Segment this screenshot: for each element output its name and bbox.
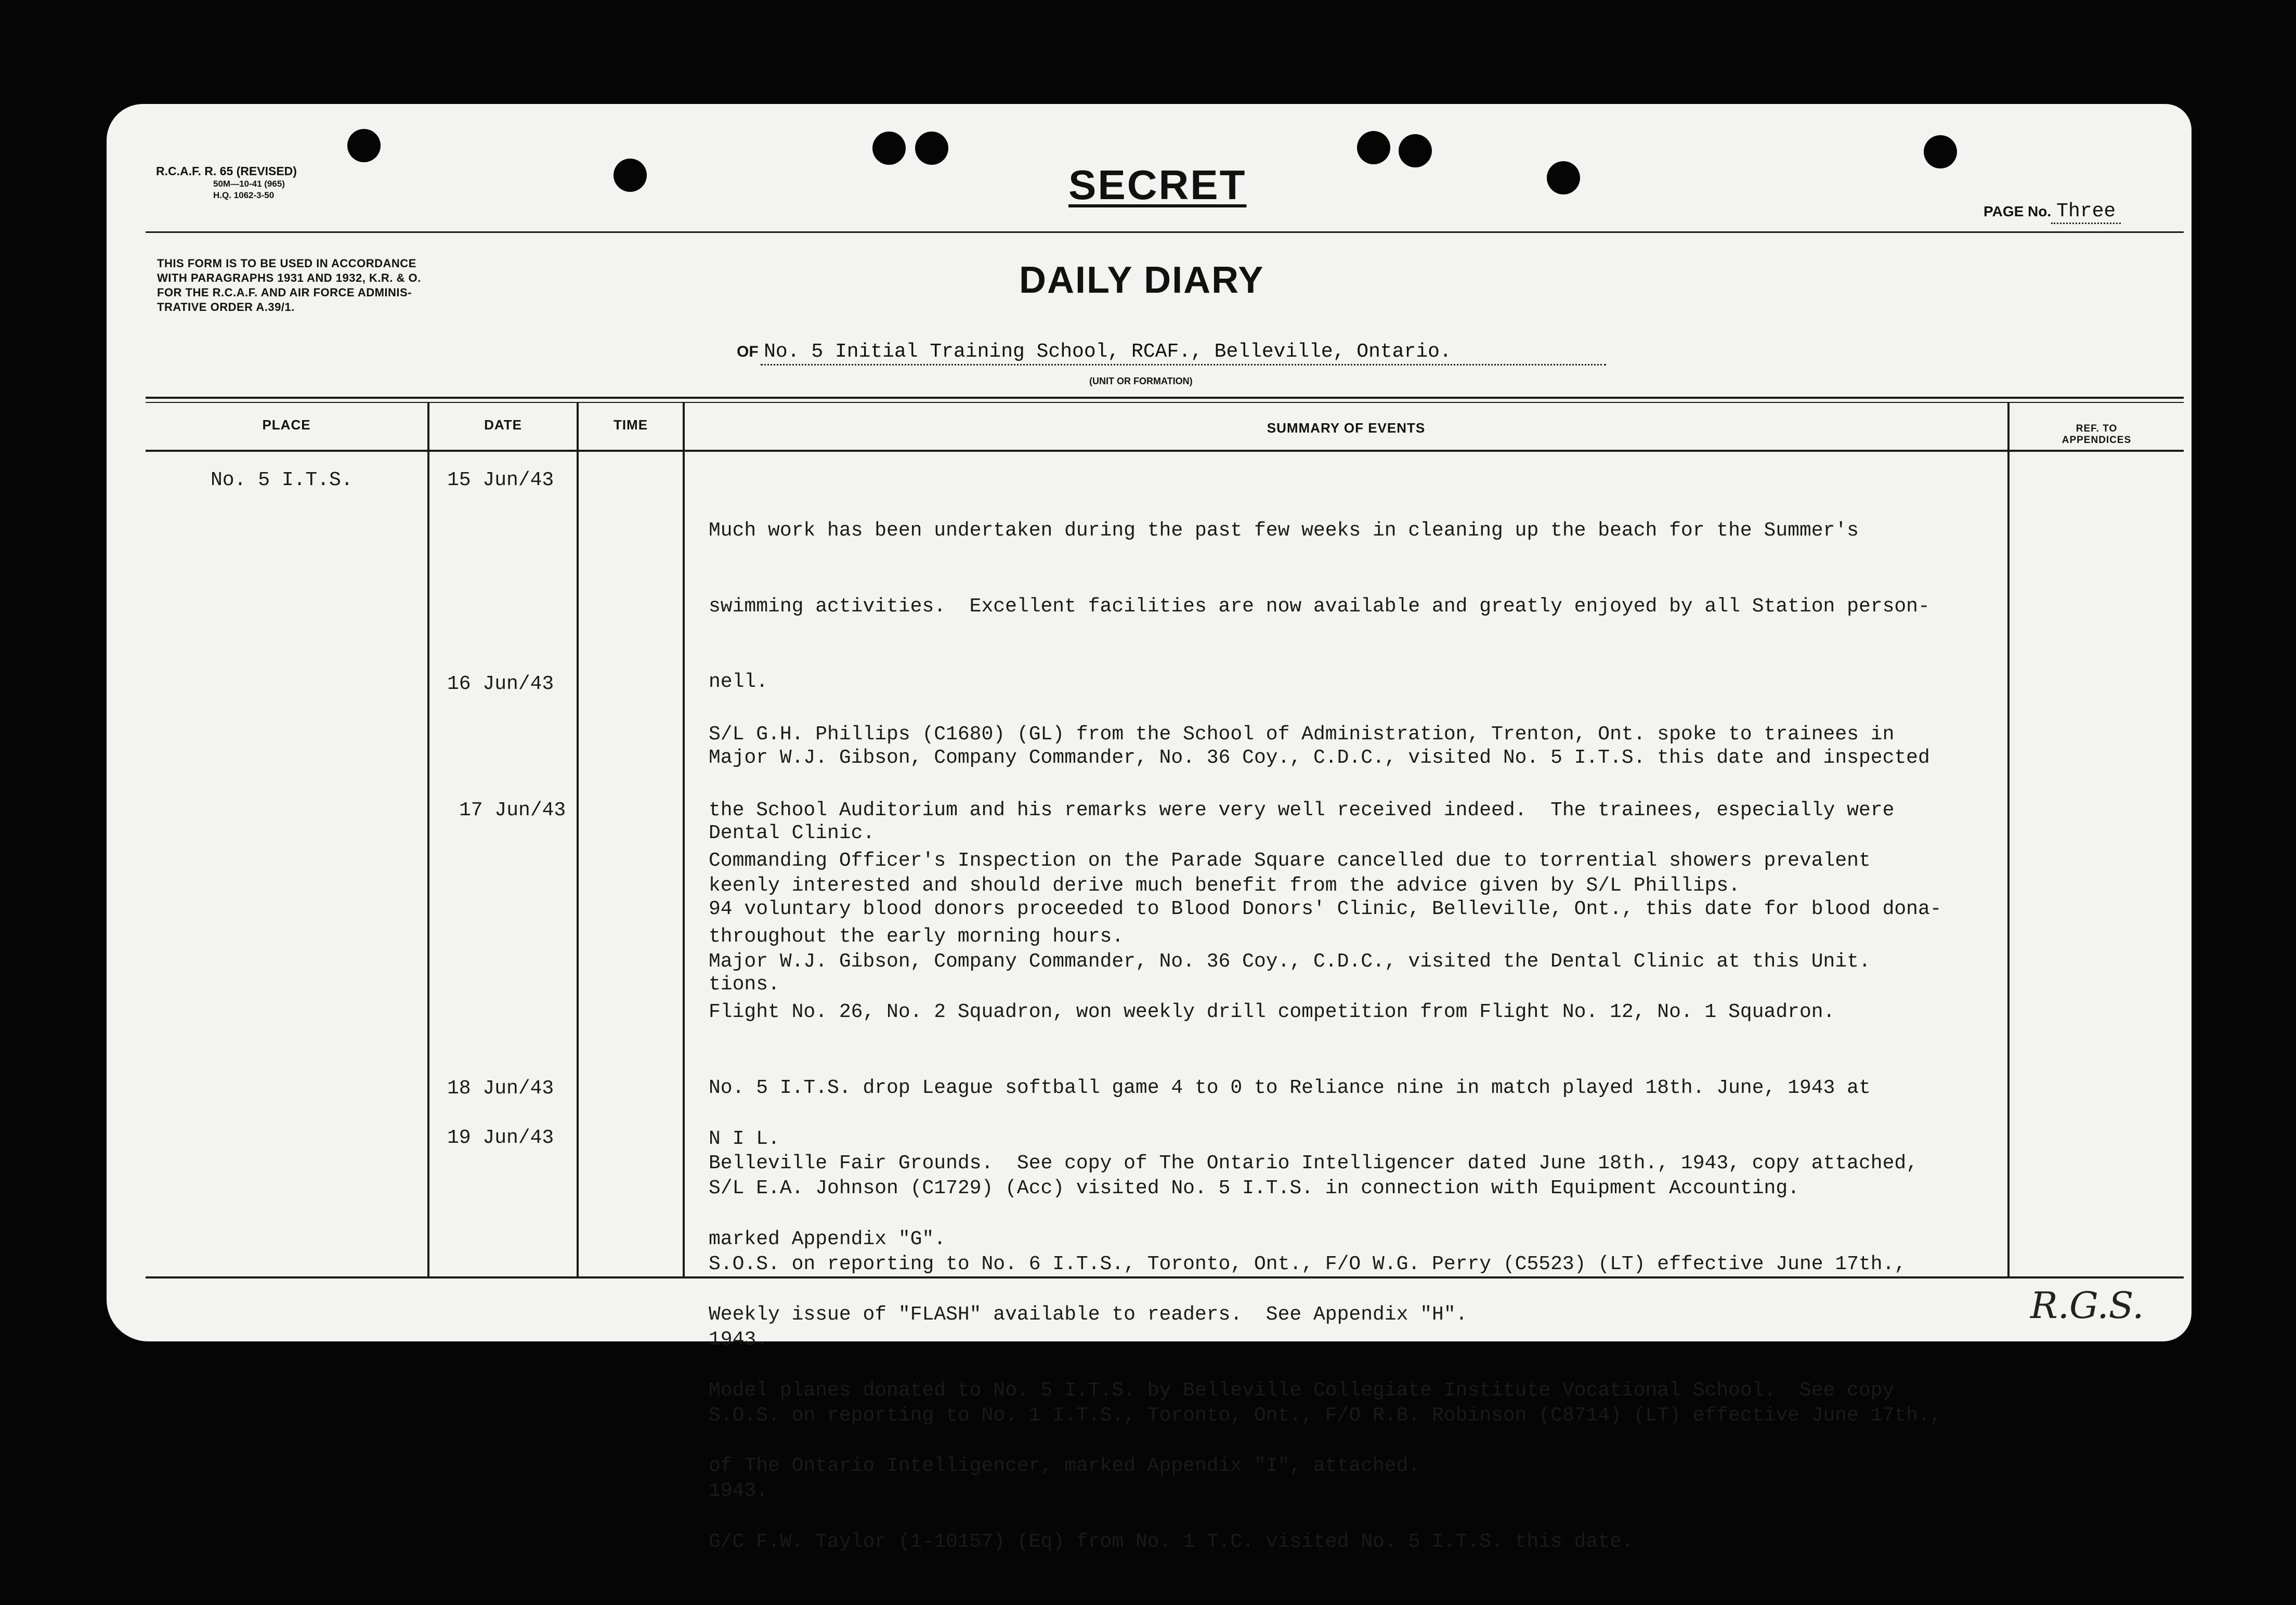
punch-hole — [614, 159, 647, 192]
punch-hole — [872, 132, 906, 165]
column-header-summary: SUMMARY OF EVENTS — [1267, 420, 1426, 436]
notice-line: WITH PARAGRAPHS 1931 AND 1932, K.R. & O. — [157, 271, 421, 284]
summary-line: Much work has been undertaken during the past few weeks in cleaning up the beach for the Summer's — [709, 519, 1859, 542]
page-number-label: PAGE No. — [1984, 203, 2052, 219]
summary-line: nell. — [709, 671, 768, 693]
summary-line: 1943. — [709, 1328, 768, 1351]
summary-line: Major W.J. Gibson, Company Commander, No. 36 Coy., C.D.C., visited No. 5 I.T.S. this date and inspected — [709, 746, 1930, 769]
page-number — [1984, 200, 2121, 223]
entry-date: 15 Jun/43 — [447, 469, 554, 491]
notice-line: FOR THE R.C.A.F. AND AIR FORCE ADMINIS- — [157, 286, 412, 299]
entry-date: 19 Jun/43 — [447, 1127, 554, 1149]
form-id-line1: R.C.A.F. R. 65 (REVISED) — [156, 164, 297, 178]
header-rule — [146, 231, 2184, 233]
summary-line: the School Auditorium and his remarks were very well received indeed. The trainees, especially were — [709, 799, 1895, 821]
entry-date: 17 Jun/43 — [459, 799, 566, 821]
column-divider — [577, 402, 579, 1276]
page-number-value: Three — [2051, 200, 2121, 224]
column-divider — [427, 402, 429, 1276]
summary-line: swimming activities. Excellent facilities are now available and greatly enjoyed by all Station person- — [709, 595, 1930, 618]
table-top-rule-thin — [146, 402, 2184, 403]
summary-line: of The Ontario Intelligencer, marked Appendix "I", attached. — [709, 1455, 1420, 1477]
summary-line: N I L. — [709, 1128, 780, 1150]
notice-line: TRATIVE ORDER A.39/1. — [157, 301, 295, 314]
summary-line: Flight No. 26, No. 2 Squadron, won weekly drill competition from Flight No. 12, No. 1 Squadron. — [709, 1001, 1835, 1023]
unit-of-label: OF — [737, 343, 759, 360]
summary-line: Dental Clinic. — [709, 822, 875, 844]
notice-line: THIS FORM IS TO BE USED IN ACCORDANCE — [157, 257, 416, 270]
punch-hole — [1357, 131, 1390, 164]
unit-caption: (UNIT OR FORMATION) — [1089, 376, 1193, 386]
summary-line: S/L E.A. Johnson (C1729) (Acc) visited No. 5 I.T.S. in connection with Equipment Accounting. — [709, 1177, 1799, 1199]
form-id-line3: H.Q. 1062-3-50 — [213, 190, 275, 200]
table-top-rule — [146, 397, 2184, 399]
unit-line — [737, 341, 1606, 366]
entry-summary — [709, 1126, 1942, 1555]
table-header-rule — [146, 450, 2184, 452]
form-id-line2: 50M—10-41 (965) — [213, 179, 285, 189]
column-header-date: DATE — [484, 417, 522, 433]
summary-line: tions. — [709, 973, 780, 996]
column-header-appendices — [2010, 423, 2184, 446]
summary-line: Major W.J. Gibson, Company Commander, No. 36 Coy., C.D.C., visited the Dental Clinic at this Unit. — [709, 950, 1871, 973]
summary-line: G/C F.W. Taylor (1-10157) (Eq) from No. 1 T.C. visited No. 5 I.T.S. this date. — [709, 1530, 1634, 1553]
usage-notice — [157, 256, 421, 315]
summary-line: S.O.S. on reporting to No. 1 I.T.S., Toronto, Ont., F/O R.B. Robinson (C8714) (LT) effective June 17th., — [709, 1404, 1942, 1427]
appendices-header-line2: APPENDICES — [2062, 435, 2132, 446]
summary-line: No. 5 I.T.S. drop League softball game 4 to 0 to Reliance nine in match played 18th. June, 1943 at — [709, 1076, 1871, 1099]
summary-line: 1943. — [709, 1480, 768, 1502]
punch-hole — [1547, 161, 1580, 194]
entry-date: 16 Jun/43 — [447, 673, 554, 695]
summary-line: S/L G.H. Phillips (C1680) (GL) from the School of Administration, Trenton, Ont. spoke to trainees in — [709, 723, 1895, 746]
unit-name: No. 5 Initial Training School, RCAF., Belleville, Ontario. — [761, 341, 1606, 366]
column-header-time: TIME — [613, 417, 648, 433]
classification-heading: SECRET — [1068, 162, 1247, 208]
summary-line: marked Appendix "G". — [709, 1228, 946, 1250]
summary-line: Model planes donated to No. 5 I.T.S. by Belleville Collegiate Institute Vocational School. See copy — [709, 1379, 1895, 1402]
summary-line: keenly interested and should derive much benefit from the advice given by S/L Phillips. — [709, 875, 1740, 897]
punch-hole — [347, 129, 381, 162]
column-header-place: PLACE — [262, 417, 311, 433]
entry-date: 18 Jun/43 — [447, 1077, 554, 1100]
handwritten-initials: R.G.S. — [2030, 1284, 2144, 1327]
form-identifier — [156, 164, 297, 201]
page-title: DAILY DIARY — [1019, 259, 1264, 301]
summary-line: S.O.S. on reporting to No. 6 I.T.S., Toronto, Ont., F/O W.G. Perry (C5523) (LT) effective June 17th., — [709, 1252, 1907, 1275]
place-cell: No. 5 I.T.S. — [211, 469, 353, 491]
column-divider — [683, 402, 685, 1276]
punch-hole — [1924, 135, 1957, 168]
punch-hole — [1399, 134, 1432, 167]
summary-line: Weekly issue of "FLASH" available to readers. See Appendix "H". — [709, 1303, 1468, 1326]
column-divider — [2007, 402, 2010, 1276]
summary-line: throughout the early morning hours. — [709, 925, 1124, 948]
summary-line: Belleville Fair Grounds. See copy of The Ontario Intelligencer dated June 18th., 1943, copy attached, — [709, 1152, 1918, 1175]
punch-hole — [915, 132, 948, 165]
summary-line: 94 voluntary blood donors proceeded to Blood Donors' Clinic, Belleville, Ont., this date for blood dona- — [709, 897, 1942, 920]
appendices-header-line1: REF. TO — [2076, 423, 2118, 434]
diary-form-card — [107, 104, 2191, 1553]
summary-line: Commanding Officer's Inspection on the Parade Square cancelled due to torrential showers prevalent — [709, 850, 1871, 872]
